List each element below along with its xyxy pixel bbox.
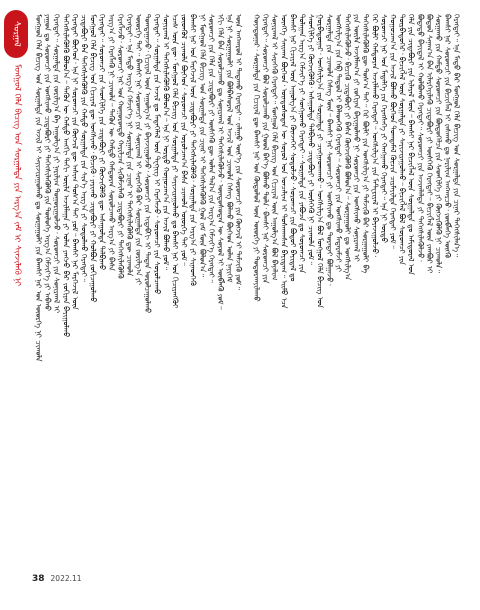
text-line-content: ᠥᠩᠭᠡ ᠰᠠᠢᠬᠠᠨ ᠪᠥᠭᠡᠳ᠂ ᠦᠨᠳᠦᠰᠦᠲᠡᠨ ᠦ ᠰᠣᠶᠣᠯ ᠤᠨ ᠣᠨᠴᠠᠯᠢᠭ ᠢ ᠲᠤᠰᠬᠠᠭᠰᠠᠨ ᠪᠠᠶᠢᠳᠠᠭ᠃ ᠡᠢᠮᠦ ᠡᠴᠡ — [279, 14, 289, 309]
text-line-content: ᠰᠤᠷᠭᠠᠯᠲᠠ ᠶᠢᠨ ᠴᠢᠬᠤᠯᠠ ᠬᠡᠰᠡᠭ ᠮᠥᠨ᠃ ᠪᠠᠭᠰᠢ ᠨᠠᠷ ᠰᠤᠷᠤᠭᠴᠢ ᠶᠢ ᠤᠩᠰᠢᠬᠤ ᠳᠤ ᠳᠤᠷᠠᠲᠠᠢ ᠪᠣᠯᠭᠠᠵᠤ᠂ — [324, 14, 334, 286]
text-line-content: ᠪᠠᠭᠰᠢ ᠨᠠᠷ ᠬᠢᠴᠢᠶᠡᠯ ᠦᠨ ᠠᠭᠤᠯᠭ᠎ᠠ ᠶᠢ ᠭᠦᠨᠵᠡᠭᠡᠢ ᠰᠤᠳᠤᠯᠵᠤ᠂ ᠰᠤᠷᠤᠭᠴᠢ ᠶᠢᠨ ᠪᠣᠳᠤᠢ ᠪᠠᠶᠢᠳᠠᠯ ᠳᠤ — [288, 14, 298, 282]
text-line-content: ᠳᠡᠭᠡᠭᠰᠢᠯᠡᠭᠦᠯᠬᠦ ᠳᠦ ᠲᠤᠰ᠎ᠠ ᠲᠠᠢ᠃ ᠭᠡᠷ ᠪᠦᠯᠢ ᠶᠢᠨ ᠤᠩᠰᠢᠯᠭ᠎ᠠ ᠶᠢ ᠳᠡᠮᠵᠢᠬᠦ ᠪᠡᠷ ᠰᠤᠷᠭᠠᠭᠤᠯᠢ ᠪᠠ — [361, 14, 371, 274]
text-line — [379, 14, 388, 544]
text-line-content: ᠲᠣᠭᠲᠠᠭᠠᠵᠤ᠂ ᠬᠢᠴᠢᠶᠡᠯ ᠦᠨ ᠠᠭᠤᠯᠭ᠎ᠠ ᠶᠢ ᠪᠠᠶᠠᠵᠢᠭᠤᠯᠵᠤ᠂ ᠰᠤᠷᠤᠭᠴᠢ ᠶᠢᠨ ᠢᠳᠡᠪᠬᠢ ᠢ ᠲᠠᠲᠠᠨ ᠣᠷᠣᠯᠴᠠᠭᠤᠯᠬᠤ — [143, 14, 153, 314]
text-line-content: ᠳᠡᠭᠡᠭᠰᠢᠯᠡᠭᠦᠯᠵᠦ᠂ ᠪᠢᠴᠢᠬᠦ ᠴᠢᠳᠠᠪᠤᠷᠢ ᠶᠢ ᠪᠠᠰᠠ ᠬᠥᠭᠵᠢᠭᠦᠯᠬᠦ ᠪᠣᠯᠤᠨ᠎ᠠ᠃ ᠰᠤᠷᠭᠠᠭᠤᠯᠢ ᠳᠤ ᠤᠩᠰᠢᠯᠭ᠎ᠠ — [343, 14, 352, 281]
text-line-content: ᠴᠢᠳᠠᠪᠤᠷᠢ ᠪᠡᠨ ᠳᠡᠭᠡᠭᠰᠢᠯᠡᠭᠦᠯᠬᠦ ᠶᠢᠨ ᠬᠠᠮᠲᠤ ᠰᠤᠷᠭᠠᠯᠲᠠ ᠶᠢᠨ ᠰᠢᠨ᠎ᠡ ᠠᠷᠭ᠎ᠠ ᠶᠢ ᠰᠤᠳᠤᠯᠬᠤ ᠬᠡᠷᠡᠭᠲᠡᠢ᠃ — [79, 14, 89, 282]
text-line — [298, 14, 307, 544]
text-line-content: ᠰᠤᠷᠭᠠᠬᠤ ᠶᠢᠨ ᠬᠠᠮᠲᠤ ᠰᠤᠷᠤᠭᠴᠢ ᠶᠢᠨ ᠪᠦᠲᠦᠭᠡᠯᠴᠡ ᠶᠢᠨ ᠰᠡᠳᠬᠢᠯᠭᠡ ᠶᠢ ᠬᠥᠭᠵᠢᠭᠦᠯᠬᠦ ᠨᠢ ᠴᠢᠬᠤᠯᠠ᠃ — [434, 14, 443, 273]
text-line-content: ᠮᠣᠩᠭᠣᠯ ᠬᠡᠯᠡ ᠪᠢᠴᠢᠭ ᠤᠨ ᠬᠢᠴᠢᠶᠡᠯ ᠳᠦ ᠤᠩᠰᠢᠬᠤ᠂ ᠪᠢᠴᠢᠬᠦ᠂ ᠶᠠᠷᠢᠬᠤ ᠴᠢᠳᠠᠪᠤᠷᠢ ᠶᠢ ᠬᠣᠯᠪᠣᠨ ᠵᠣᠬᠢᠴᠠᠭᠤᠯᠬᠤ — [88, 14, 98, 303]
left-margin-band — [0, 0, 32, 610]
section-tab-label: ᠰᠤᠷᠭᠠᠯ — [11, 21, 21, 47]
text-line — [434, 14, 443, 544]
page-number: 38 — [32, 574, 45, 584]
text-line — [370, 14, 379, 544]
text-line — [307, 14, 316, 544]
text-line-content: ᠬᠡᠷᠡᠭᠲᠡᠢ᠃ ᠰᠤᠷᠤᠭᠴᠢ ᠪᠣᠯ ᠰᠤᠷᠤᠯᠴᠠᠬᠤ ᠶᠢᠨ ᠭᠣᠣᠯ ᠪᠡᠶ᠎ᠡ ᠪᠣᠯᠬᠤ ᠲᠤᠯᠠ᠂ ᠪᠠᠭᠰᠢ ᠨᠠᠷ ᠰᠤᠷᠤᠭᠴᠢ ᠶᠢᠨ — [261, 14, 271, 284]
text-line-content: ᠭᠡᠷ ᠪᠦᠯᠢ ᠬᠠᠮᠲᠤᠷᠠᠨ ᠠᠵᠢᠯᠯᠠᠬᠤ ᠬᠡᠷᠡᠭᠲᠡᠢ᠃ ᠤᠩᠰᠢᠯᠭ᠎ᠠ ᠶᠢᠨ ᠮᠠᠲᠧᠷᠢᠶᠠᠯ ᠢ ᠪᠠᠶᠠᠵᠢᠭᠤᠯᠵᠤ᠂ — [370, 14, 380, 257]
text-line — [152, 14, 161, 544]
text-line-content: ᠰᠤᠷᠤᠭᠴᠢ ᠨᠠᠷ ᠤᠨ ᠮᠡᠳᠡᠯᠭᠡ ᠶᠢᠨ ᠬᠡᠷᠡᠭᠰᠡᠭᠡ ᠶᠢ ᠬᠠᠩᠭᠠᠬᠤ ᠬᠡᠷᠡᠭᠲᠡᠢ᠃ ᠡᠨᠡ ᠨᠢ ᠤᠷᠲᠤ — [379, 14, 389, 243]
text-line-content: ᠦᠦᠷᠭᠡ ᠲᠠᠢ᠃ ᠪᠠᠭᠰᠢ ᠨᠠᠷ ᠰᠤᠷᠤᠭᠴᠢ ᠶᠢᠨ ᠰᠣᠨᠢᠷᠬᠠᠯ ᠢ ᠰᠡᠷᠡᠭᠡᠬᠦ ᠪᠡᠷ ᠰᠤᠷᠭᠠᠯᠲᠠ ᠶᠢᠨ ᠵᠤᠷᠢᠯᠭ᠎ᠠ ᠶᠢ — [134, 14, 144, 285]
text-line — [171, 14, 180, 544]
text-line — [80, 14, 89, 544]
running-head — [8, 64, 26, 594]
text-line — [134, 14, 143, 544]
text-line-content: ᠡᠨᠡ ᠨᠢ ᠰᠤᠷᠭᠠᠭᠤᠯᠢ ᠶᠢᠨ ᠪᠣᠯᠪᠠᠰᠤᠷᠠᠯ ᠤᠨ ᠠᠵᠢᠯ ᠤᠨ ᠴᠢᠬᠤᠯᠠ ᠬᠡᠰᠡᠭ ᠪᠣᠯᠬᠤ ᠪᠥᠭᠡᠳ ᠣᠯᠠᠨ ᠨᠡᠶᠢᠭᠡᠮ — [225, 14, 235, 283]
text-line-content: ᠬᠡᠷᠡᠭᠲᠡᠢ᠃ ᠰᠤᠷᠤᠭᠴᠢ ᠶᠢᠨ ᠰᠡᠳᠬᠢᠯᠭᠡ ᠶᠢᠨ ᠴᠢᠳᠠᠪᠤᠷᠢ ᠶᠢ ᠬᠥᠭᠵᠢᠭᠦᠯᠬᠦ ᠳᠦ ᠠᠰᠠᠭᠤᠯᠲᠠ ᠲᠠᠯᠪᠢᠬᠤ — [97, 14, 107, 271]
text-line — [61, 14, 70, 544]
text-line — [116, 14, 125, 544]
text-line-content: ᠶᠢᠨ ᠦᠢᠯᠡ ᠠᠵᠢᠯᠯᠠᠭ᠎ᠠ ᠶᠢ ᠵᠣᠬᠢᠶᠠᠨ ᠪᠠᠶᠢᠭᠤᠯᠬᠤ ᠨᠢ ᠰᠤᠷᠤᠭᠴᠢ ᠶᠢᠨ ᠤᠩᠰᠢᠬᠤ ᠰᠣᠨᠢᠷᠬᠠᠯ ᠢ — [352, 14, 362, 262]
text-line — [52, 14, 61, 544]
text-line — [180, 14, 189, 544]
section-tab — [4, 10, 28, 58]
text-line-content: ᠬᠡᠷᠡᠭᠯᠡᠵᠦ᠂ ᠰᠤᠷᠤᠭᠴᠢ ᠨᠠᠷ ᠤᠨ ᠬᠣᠭᠣᠷᠣᠨᠳᠤ ᠬᠠᠷᠢᠯᠴᠠᠨ ᠰᠢᠭᠦᠮᠵᠢᠯᠡᠬᠦ ᠴᠢᠳᠠᠪᠤᠷᠢ ᠶᠢ ᠳᠡᠭᠡᠭᠰᠢᠯᠡᠭᠦᠯᠬᠦ — [115, 14, 125, 279]
text-line-content: ᠬᠡᠷᠡᠭᠲᠡᠢ ᠪᠥᠭᠡᠳ᠂ ᠡᠨᠡ ᠨᠢ ᠰᠤᠷᠤᠭᠴᠢ ᠶᠢᠨ ᠬᠥᠭᠵᠢᠯ ᠳᠦ ᠠᠰᠢᠭ ᠲᠤᠰ᠎ᠠ ᠲᠠᠢ ᠶᠤᠮ᠃ ᠪᠠᠭᠰᠢ ᠨᠠᠷ ᠮᠡᠷᠭᠡᠵᠢᠯ ᠦᠨ — [70, 14, 80, 310]
text-line — [107, 14, 116, 544]
text-line-content: ᠬᠡᠯᠡ ᠶᠢᠨ ᠴᠢᠳᠠᠪᠤᠷᠢ ᠶᠢᠨ ᠢᠯᠡᠷᠡᠯ ᠮᠥᠨ᠃ ᠪᠠᠭᠰᠢ ᠨᠠᠷ ᠪᠢᠴᠢᠭᠯᠡᠯ ᠦᠨ ᠰᠤᠷᠭᠠᠯᠲᠠ ᠳᠤ ᠠᠮᠢᠳᠤᠷᠠᠯ ᠤᠨ — [406, 14, 416, 275]
text-line — [425, 14, 434, 544]
running-head-text: ᠮᠣᠩᠭᠣᠯ ᠬᠡᠯᠡ ᠪᠢᠴᠢᠭ ᠤᠨ ᠰᠤᠷᠭᠠᠯᠲᠠ ᠶᠢᠨ ᠠᠷᠭ᠎ᠠ ᠵᠠᠮ ᠢ ᠰᠢᠨᠵᠢᠯᠡᠬᠦ ᠨᠢ — [12, 64, 22, 286]
text-line — [334, 14, 343, 544]
text-line — [361, 14, 370, 544]
text-line-content: ᠬᠡᠷᠡᠭᠲᠡᠢ᠃ ᠡᠨᠡ ᠮᠡᠲᠦ ᠪᠡᠷ ᠮᠣᠩᠭᠣᠯ ᠬᠡᠯᠡ ᠪᠢᠴᠢᠭ ᠤᠨ ᠰᠤᠷᠭᠠᠯᠲᠠ ᠶᠢᠨ ᠴᠢᠨᠠᠷ ᠳᠡᠭᠡᠭᠰᠢᠯᠡᠨ᠎ᠡ᠃ — [452, 14, 462, 257]
text-line — [398, 14, 407, 544]
text-line — [288, 14, 297, 544]
text-line — [34, 14, 43, 544]
text-line — [125, 14, 134, 544]
text-line-content: ᠪᠣᠳᠠᠲᠤ ᠪᠠᠶᠢᠳᠠᠯ ᠢ ᠬᠣᠯᠪᠣᠬᠤ ᠬᠡᠷᠡᠭᠲᠡᠢ᠃ ᠰᠤᠷᠤᠭᠴᠢ ᠶᠢᠨ ᠠᠵᠢᠭᠯᠠᠯᠲᠠ ᠶᠢ ᠳᠡᠭᠡᠭᠰᠢᠯᠡᠭᠦᠯᠵᠦ᠂ — [415, 14, 425, 262]
text-line — [234, 14, 243, 544]
text-line — [325, 14, 334, 544]
text-line — [43, 14, 52, 544]
text-line-content: ᠵᠦᠳᠭᠦᠯ ᠴᠢᠬᠤᠯᠠ ᠪᠥᠭᠡᠳ᠂ ᠰᠤᠷᠤᠭᠴᠢ ᠶᠢᠨ ᠣᠷᠣᠯᠴᠠᠭ᠎ᠠ ᠪᠠᠰᠠ ᠴᠢᠬᠤᠯᠠ ᠦᠦᠷᠭᠡ ᠲᠠᠢ ᠶᠤᠮ᠃ — [179, 14, 189, 266]
text-line — [279, 14, 288, 544]
text-line — [98, 14, 107, 544]
text-line — [198, 14, 207, 544]
text-line-content: ᠪᠠᠭᠰᠢ ᠨᠠᠷ ᠤᠨ ᠮᠡᠷᠭᠡᠵᠢᠯ ᠦᠨ ᠴᠢᠳᠠᠪᠤᠷᠢ ᠶᠢ ᠳᠡᠭᠡᠭᠰᠢᠯᠡᠭᠦᠯᠬᠦ᠂ ᠰᠤᠷᠭᠠᠯᠲᠠ ᠶᠢᠨ ᠠᠷᠭ᠎ᠠ ᠶᠢ ᠰᠢᠨᠡᠳᠬᠡᠬᠦ — [188, 14, 198, 286]
text-line-content: ᠰᠡᠳᠬᠢᠯᠭᠡ ᠶᠢ ᠬᠥᠭᠵᠢᠭᠦᠯᠬᠦ᠂ ᠠᠰᠠᠭᠤᠯᠲᠠ ᠲᠠᠯᠪᠢᠬᠤ ᠴᠢᠳᠠᠪᠤᠷᠢ ᠶᠢ ᠥᠰᠬᠡᠬᠦ ᠨᠢ ᠴᠢᠬᠤᠯᠠ ᠶᠤᠮ᠃ — [306, 14, 316, 265]
text-line — [270, 14, 279, 544]
text-line — [316, 14, 325, 544]
text-line-content: ᠬᠡᠷᠡᠭᠲᠡᠢ᠃ ᠰᠤᠷᠭᠠᠯᠲᠠ ᠶᠢᠨ ᠵᠤᠷᠢᠯᠭ᠎ᠠ ᠪᠠ ᠠᠭᠤᠯᠭ᠎ᠠ ᠶᠢ ᠨᠠᠷᠢᠯᠢᠭ ᠲᠤᠭᠤᠷᠢᠭᠤᠯᠵᠤ᠂ ᠰᠤᠷᠤᠭᠴᠢ ᠶᠢᠨ ᠰᠤᠨᠢᠷᠬᠠᠯ ᠢ — [52, 14, 62, 313]
text-line-content: ᠦᠨ ᠠᠩᠬᠠᠷᠤᠯ ᠢ ᠲᠠᠲᠠᠬᠤ ᠬᠡᠷᠡᠭᠲᠡᠢ᠃ ᠵᠠᠯᠠᠭᠤ ᠦᠶ᠎ᠡ ᠶᠢᠨ ᠰᠤᠷᠤᠭᠴᠢ ᠶᠢᠨ ᠬᠥᠭᠵᠢᠯ ᠢ ᠳᠡᠮᠵᠢᠬᠦ ᠶᠤᠮ᠃ — [234, 14, 244, 290]
text-line-content: ᠳᠤᠯᠠᠭᠠᠨ ᠠᠷᠭ᠎ᠠ ᠬᠡᠮᠵᠢᠶ᠎ᠡ ᠶᠢ ᠰᠣᠩᠭᠣᠬᠤ ᠬᠡᠷᠡᠭᠲᠡᠢ᠃ ᠰᠤᠷᠭᠠᠯᠲᠠ ᠶᠢᠨ ᠶᠠᠪᠤᠴᠠ ᠳᠤ ᠰᠤᠷᠤᠭᠴᠢ ᠶᠢᠨ — [297, 14, 307, 273]
text-line-content: ᠪᠣᠳᠤᠯ ᠰᠠᠨᠠᠭ᠎ᠠ ᠪᠡᠨ ᠢᠯᠡᠷᠬᠡᠶᠢᠯᠡᠬᠦ ᠴᠢᠳᠠᠪᠤᠷᠢ ᠶᠢ ᠥᠰᠬᠡᠬᠦ ᠬᠡᠷᠡᠭᠲᠡᠢ᠃ ᠪᠢᠴᠢᠭᠯᠡᠯ ᠦᠨ ᠵᠠᠭᠪᠤᠷ ᠢ — [424, 14, 434, 274]
text-line — [389, 14, 398, 544]
text-line — [89, 14, 98, 544]
text-line-content: ᠪᠠᠭᠰᠢ ᠨᠠᠷ ᠰᠤᠷᠤᠭᠴᠢ ᠶᠢᠨ ᠪᠢᠴᠢᠭᠯᠡᠯ ᠢ ᠵᠠᠰᠠᠬᠤ ᠳᠤ ᠨᠠᠷᠢᠯᠢᠭ ᠠᠩᠬᠠᠷᠴᠤ᠂ ᠵᠥᠪᠯᠡᠭᠡ ᠥᠭᠬᠦ — [443, 14, 453, 258]
text-line — [189, 14, 198, 544]
text-line-content: ᠰᠣᠨᠢᠷᠬᠠᠯ ᠢ ᠰᠡᠷᠡᠭᠡᠬᠦ ᠬᠡᠷᠡᠭᠲᠡᠢ᠃ ᠮᠣᠩᠭᠣᠯ ᠬᠡᠯᠡ ᠪᠢᠴᠢᠭ ᠤᠨ ᠬᠢᠴᠢᠶᠡᠯ ᠦᠨ ᠠᠭᠤᠯᠭ᠎ᠠ ᠪᠣᠯ ᠪᠠᠶᠠᠯᠢᠭ — [270, 14, 280, 281]
text-line-content: ᠭᠤᠷᠪᠠᠳᠤᠭᠠᠷ᠂ ᠤᠩᠰᠢᠯᠭ᠎ᠠ ᠶᠢᠨ ᠰᠤᠷᠭᠠᠯᠲᠠ ᠶᠢ ᠴᠢᠩᠭᠠᠳᠬᠠᠬᠤ᠃ ᠤᠩᠰᠢᠯᠭ᠎ᠠ ᠪᠣᠯ ᠮᠣᠩᠭᠣᠯ ᠬᠡᠯᠡ ᠪᠢᠴᠢᠭ ᠤᠨ — [315, 14, 325, 308]
text-line-content: ᠰᠤᠷᠤᠭᠴᠢ ᠶᠢᠨ ᠬᠡᠯᠡ ᠶᠢᠨ ᠴᠢᠳᠠᠪᠤᠷᠢ ᠶᠢ ᠥᠰᠬᠡᠬᠦ ᠳᠦ ᠣᠯᠠᠨ ᠲᠠᠯ᠎ᠠ ᠶᠢᠨ ᠠᠷᠭ᠎ᠠ ᠬᠡᠮᠵᠢᠶ᠎ᠡ ᠬᠡᠷᠡᠭᠲᠡᠢ᠃ — [206, 14, 216, 283]
text-line — [443, 14, 452, 544]
text-line-content: ᠤᠩᠰᠢᠯᠭ᠎ᠠ ᠶᠢᠨ ᠬᠡᠪ ᠳᠠᠳᠤᠯ ᠢ ᠪᠡᠯᠡᠳᠬᠡᠬᠦ ᠬᠡᠷᠡᠭᠲᠡᠢ᠃ ᠰᠤᠷᠤᠭᠴᠢ ᠶᠢᠨ ᠤᠩᠰᠢᠬᠤ ᠮᠡᠳᠡᠷᠡᠮᠵᠢ ᠶᠢ — [333, 14, 343, 272]
left-text-column — [34, 14, 244, 544]
text-line-content: ᠶᠠᠭᠤᠨ ᠳᠤ ᠰᠤᠷᠤᠭᠴᠢ ᠶᠢᠨ ᠤᠩᠰᠢᠬᠤ ᠴᠢᠳᠠᠪᠤᠷᠢ ᠶᠢ ᠳᠡᠭᠡᠭᠰᠢᠯᠡᠭᠦᠯᠬᠦ ᠶᠢᠨ ᠲᠥᠯᠦᠭᠡ ᠠᠷᠭ᠎ᠠ ᠬᠡᠮᠵᠢᠶ᠎ᠡ ᠶᠢ ᠠᠪᠬᠤ — [43, 14, 53, 311]
text-line — [207, 14, 216, 544]
right-text-column — [252, 14, 468, 544]
text-line-content: ᠠᠷᠭ᠎ᠠ ᠶᠢ ᠬᠡᠷᠡᠭᠯᠡᠬᠦ ᠨᠢ ᠴᠢᠬᠤᠯᠠ᠃ ᠲᠡᠭᠦᠨ ᠦ ᠬᠠᠮᠲᠤ ᠬᠠᠮᠲᠤᠷᠠᠨ ᠰᠤᠷᠤᠯᠴᠠᠬᠤ ᠠᠷᠭ᠎ᠠ ᠶᠢ ᠪᠠᠰᠠ — [106, 14, 116, 271]
text-line-content: ᠬᠣᠶᠠᠳᠤᠭᠠᠷ᠂ ᠰᠤᠷᠭᠠᠯᠲᠠ ᠶᠢᠨ ᠬᠢᠴᠢᠶᠡᠯ ᠳᠦ ᠪᠠᠭᠰᠢ ᠨᠠᠷ ᠤᠨ ᠬᠥᠲᠦᠯᠦᠯ ᠦᠨ ᠦᠦᠷᠭᠡ ᠶᠢ ᠲᠣᠳᠤᠷᠬᠠᠶᠢᠯᠠᠬᠤ — [252, 14, 261, 302]
text-line-content: ᠰᠣᠨᠢᠷᠬᠠᠯ ᠢ ᠳᠡᠭᠡᠭᠰᠢᠯᠡᠭᠦᠯᠬᠦ ᠪᠣᠯᠤᠨ᠎ᠠ᠃ ᠡᠨᠡ ᠨᠢ ᠤᠷᠲᠤ ᠬᠤᠭᠤᠴᠠᠭ᠎ᠠ ᠶᠢᠨ ᠠᠵᠢᠯ ᠪᠣᠯᠬᠤ ᠶᠤᠮ᠃ — [161, 14, 171, 271]
page-footer — [32, 574, 82, 584]
text-line — [452, 14, 461, 544]
text-line-content: ᠳᠡᠭᠡᠭᠰᠢᠯᠡᠭᠦᠯᠬᠦ ᠪᠣᠯᠤᠨ᠎ᠠ᠃ ᠲᠡᠭᠦᠨ ᠦ ᠬᠠᠮᠲᠤ ᠠᠩᠭᠢ ᠳᠠᠬᠢ ᠦᠢᠯᠡ ᠠᠵᠢᠯᠯᠠᠭᠠ ᠶᠢ ᠣᠯᠠᠨ ᠶᠠᠩᠵᠤ ᠪᠡᠷ ᠵᠣᠬᠢᠶᠠᠨ ᠪᠠᠶᠢᠭᠤᠯᠬᠤ — [61, 14, 71, 338]
text-line — [261, 14, 270, 544]
text-line — [225, 14, 234, 544]
text-line-content: ᠮᠣᠩᠭᠣᠯ ᠬᠡᠯᠡ ᠪᠢᠴᠢᠭ ᠤᠨ ᠰᠤᠷᠭᠠᠯᠲᠠ ᠶᠢᠨ ᠠᠵᠢᠯ ᠢ ᠰᠠᠶᠢᠵᠢᠷᠠᠭᠤᠯᠬᠤ ᠳᠤ ᠰᠤᠷᠭᠠᠭᠤᠯᠢ ᠶᠢᠨ ᠪᠠᠭᠰᠢ ᠨᠠᠷ ᠤᠨ ᠦᠦᠷᠭᠡ ᠨᠢ ᠴᠢᠬᠤᠯᠠ — [34, 14, 43, 362]
text-line-content: ᠡᠬᠢ ᠬᠡᠯᠡ ᠪᠡᠨ ᠰᠤᠷᠤᠯᠴᠠᠬᠤ ᠳᠤ ᠰᠣᠨᠢᠷᠬᠠᠯ ᠢ ᠳᠡᠭᠡᠭᠰᠢᠯᠡᠭᠦᠯᠵᠦ᠂ ᠦᠨᠳᠦᠰᠦᠲᠡᠨ ᠦ ᠰᠣᠶᠣᠯ ᠢ ᠥᠪᠯᠡᠬᠦ ᠶᠤᠮ᠃ — [216, 14, 225, 310]
text-line-content: ᠨᠢ ᠮᠣᠩᠭᠣᠯ ᠬᠡᠯᠡ ᠪᠢᠴᠢᠭ ᠤᠨ ᠰᠤᠷᠭᠠᠯᠲᠠ ᠶᠢᠨ ᠴᠢᠨᠠᠷ ᠢ ᠳᠡᠭᠡᠭᠰᠢᠯᠡᠭᠦᠯᠬᠦ ᠭᠣᠯ ᠵᠠᠮ ᠮᠥᠨ ᠪᠣᠯᠤᠨ᠎ᠠ᠃ — [197, 14, 207, 277]
text-line — [416, 14, 425, 544]
text-line — [143, 14, 152, 544]
text-line-content: ᠳᠥᠷᠪᠡᠳᠦᠭᠡᠷ᠂ ᠪᠢᠴᠢᠭᠯᠡᠯ ᠦᠨ ᠰᠤᠷᠭᠠᠯᠲᠠ ᠶᠢ ᠰᠠᠶᠢᠵᠢᠷᠠᠭᠤᠯᠬᠤ᠃ ᠪᠢᠴᠢᠭᠯᠡᠯ ᠪᠣᠯ ᠰᠤᠷᠤᠭᠴᠢ ᠶᠢᠨ — [397, 14, 407, 265]
text-line — [161, 14, 170, 544]
text-line-content: ᠬᠡᠷᠡᠭᠲᠡᠢ᠃ ᠰᠤᠷᠭᠠᠯᠲᠠ ᠶᠢᠨ ᠠᠵᠢᠯ ᠳᠤ ᠮᠡᠳᠡᠭᠡᠯᠡᠯ ᠦᠨ ᠲᠧᠭᠨᠢᠭ ᠢ ᠬᠡᠷᠡᠭᠯᠡᠵᠦ᠂ ᠰᠤᠷᠤᠭᠴᠢ ᠶᠢᠨ ᠰᠤᠷᠤᠯᠴᠠᠬᠤ — [152, 14, 162, 295]
issue-date: 2022.11 — [50, 574, 82, 583]
text-line — [70, 14, 79, 544]
text-line-content: ᠬᠡᠷᠡᠭᠲᠡᠢ᠃ ᠡᠨᠡ ᠮᠡᠲᠦ ᠠᠷᠭ᠎ᠠ ᠬᠡᠮᠵᠢᠶ᠎ᠡ ᠨᠢ ᠰᠤᠷᠭᠠᠯᠲᠠ ᠶᠢᠨ ᠴᠢᠨᠠᠷ ᠢ ᠳᠡᠭᠡᠭᠰᠢᠯᠡᠭᠦᠯᠬᠦ ᠳᠦ ᠴᠢᠬᠤᠯᠠ — [125, 14, 134, 277]
text-line-content: ᠬᠤᠭᠤᠴᠠᠭ᠎ᠠ ᠶᠢᠨ ᠠᠵᠢᠯ ᠪᠣᠯᠬᠤ ᠪᠥᠭᠡᠳ ᠲᠣᠭᠲᠠᠮᠠᠯ ᠬᠦᠴᠢᠨ ᠴᠢᠷᠮᠠᠶᠢᠯᠲᠠ ᠬᠡᠷᠡᠭᠲᠡᠢ ᠶᠤᠮ᠃ — [388, 14, 398, 249]
text-line — [216, 14, 225, 544]
text-line — [252, 14, 261, 544]
text-line — [352, 14, 361, 544]
text-line — [343, 14, 352, 544]
text-line-content: ᠡᠴᠡᠰ ᠦᠨ ᠳᠦ᠂ ᠮᠣᠩᠭᠣᠯ ᠬᠡᠯᠡ ᠪᠢᠴᠢᠭ ᠤᠨ ᠰᠤᠷᠭᠠᠯᠲᠠ ᠶᠢ ᠰᠠᠶᠢᠵᠢᠷᠠᠭᠤᠯᠬᠤ ᠳᠤ ᠪᠠᠭᠰᠢ ᠨᠠᠷ ᠤᠨ ᠬᠢᠴᠢᠶᠡᠩᠭᠦᠢ — [170, 14, 180, 309]
text-line — [407, 14, 416, 544]
